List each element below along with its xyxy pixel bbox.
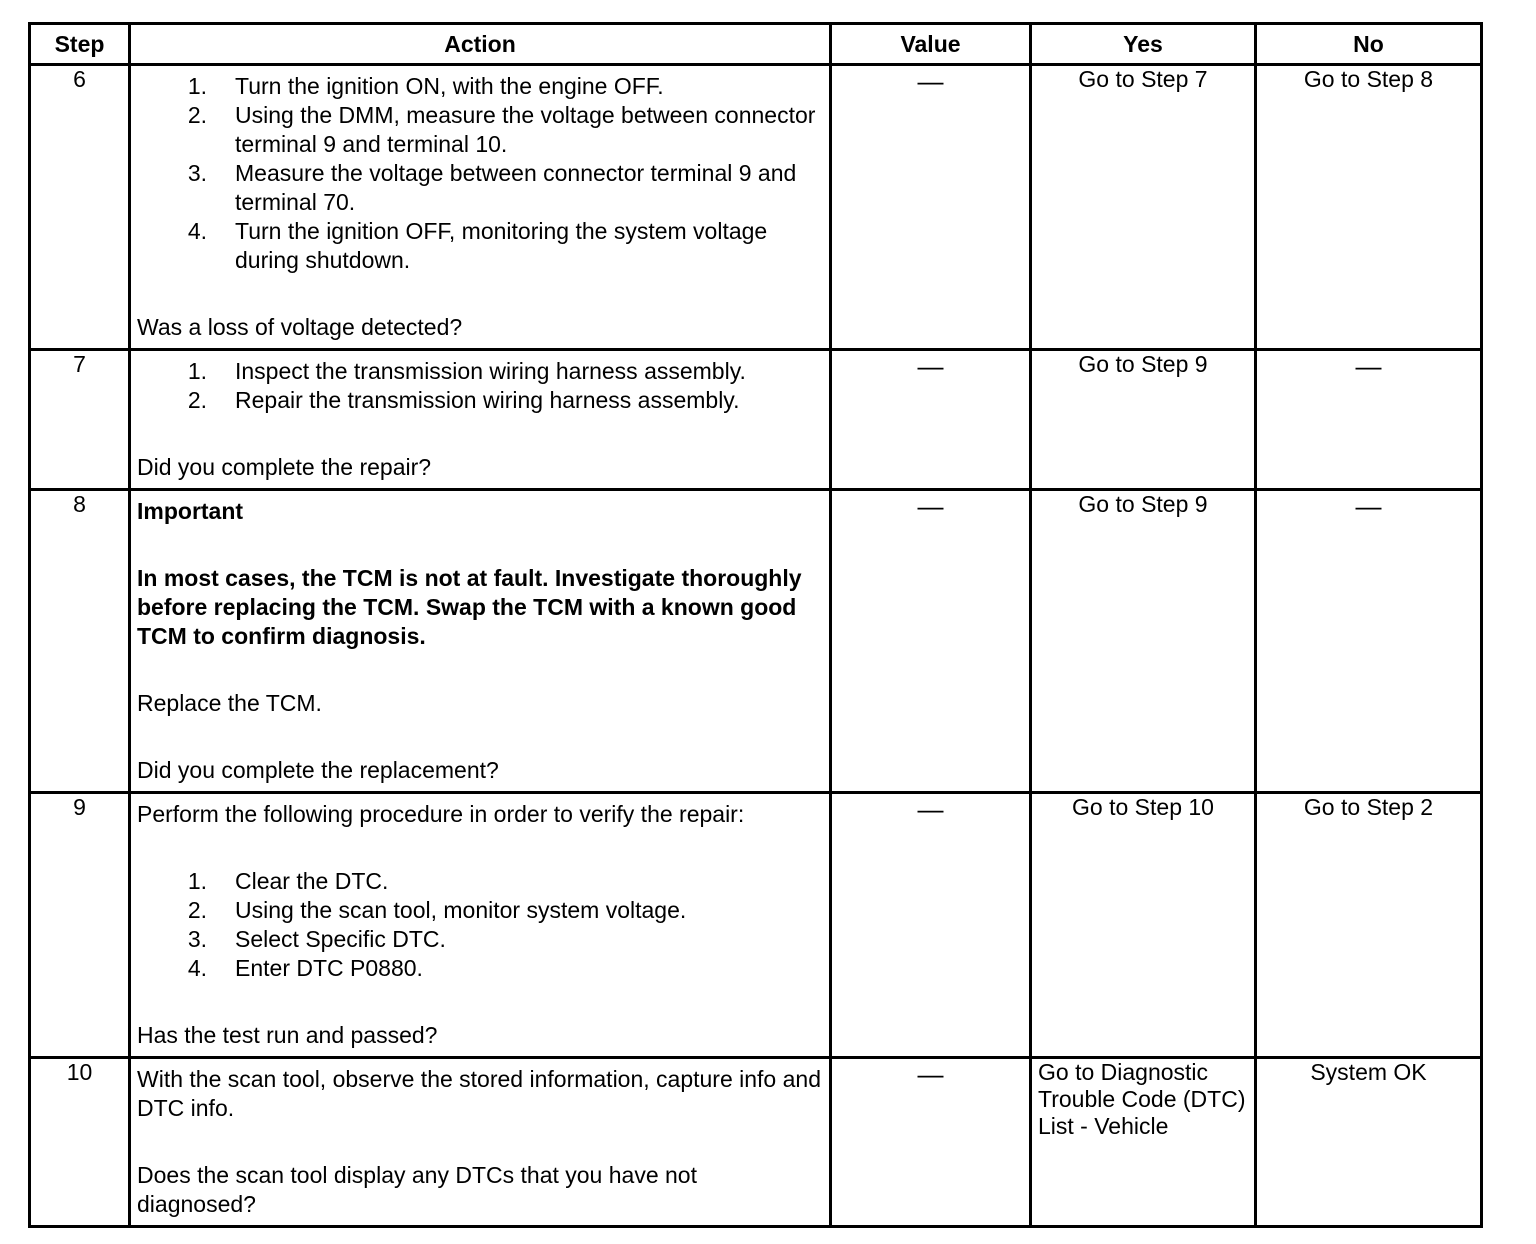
table-row [30,1058,1482,1227]
intro-text: With the scan tool, observe the stored information, capture info and DTC info. [137,1066,821,1121]
header-step: Step [30,24,130,65]
list-item: 1. Clear the DTC. [187,868,389,894]
intro-text: Perform the following procedure in order to verify the repair: [137,801,745,827]
diagnostic-table [28,22,1483,1228]
question-text: Did you complete the repair? [137,454,432,480]
action-cell [130,350,831,490]
table-row [30,350,1482,490]
header-value: Value [831,24,1031,65]
no-link[interactable]: System OK [1256,1058,1482,1227]
action-cell [130,793,831,1058]
step-number: 8 [30,490,130,793]
list-item: 2. Using the scan tool, monitor system voltage. [187,897,687,923]
no-link[interactable]: Go to Step 8 [1256,65,1482,350]
yes-link[interactable]: Go to Step 10 [1031,793,1256,1058]
header-no: No [1256,24,1482,65]
procedure-list [137,867,821,983]
step-number: 7 [30,350,130,490]
header-yes: Yes [1031,24,1256,65]
step-number: 10 [30,1058,130,1227]
no-link[interactable]: Go to Step 2 [1256,793,1482,1058]
value-cell: — [831,793,1031,1058]
important-title: Important [137,498,244,524]
action-cell [130,1058,831,1227]
yes-link[interactable]: Go to Step 9 [1031,350,1256,490]
step-number: 6 [30,65,130,350]
header-row [30,24,1482,65]
action-cell [130,65,831,350]
list-item: 1. Inspect the transmission wiring harness assembly. [187,358,746,384]
step-number: 9 [30,793,130,1058]
no-cell: — [1256,350,1482,490]
list-item: 4. Turn the ignition OFF, monitoring the system voltage during shutdown. [187,218,768,273]
header-action: Action [130,24,831,65]
important-text: In most cases, the TCM is not at fault. Investigate thoroughly before replacing the TCM. Swap the TCM with a known good TCM to confirm diagnosis. [137,565,802,649]
list-item: 1. Turn the ignition ON, with the engine OFF. [187,73,664,99]
yes-link[interactable]: Go to Step 7 [1031,65,1256,350]
list-item: 4. Enter DTC P0880. [187,955,423,981]
table-row [30,65,1482,350]
value-cell: — [831,1058,1031,1227]
list-item: 2. Using the DMM, measure the voltage between connector terminal 9 and terminal 10. [187,102,816,157]
procedure-list [137,72,821,275]
question-text: Has the test run and passed? [137,1022,438,1048]
procedure-list [137,357,821,415]
instruction-text: Replace the TCM. [137,690,322,716]
action-cell [130,490,831,793]
table-row [30,490,1482,793]
question-text: Was a loss of voltage detected? [137,314,463,340]
yes-link[interactable]: Go to Diagnostic Trouble Code (DTC) List - Vehicle [1031,1058,1256,1227]
value-cell: — [831,490,1031,793]
list-item: 3. Measure the voltage between connector terminal 9 and terminal 70. [187,160,797,215]
yes-link[interactable]: Go to Step 9 [1031,490,1256,793]
list-item: 2. Repair the transmission wiring harness assembly. [187,387,740,413]
question-text: Did you complete the replacement? [137,757,499,783]
value-cell: — [831,350,1031,490]
no-cell: — [1256,490,1482,793]
list-item: 3. Select Specific DTC. [187,926,446,952]
value-cell: — [831,65,1031,350]
question-text: Does the scan tool display any DTCs that you have not diagnosed? [137,1162,697,1217]
table-row [30,793,1482,1058]
